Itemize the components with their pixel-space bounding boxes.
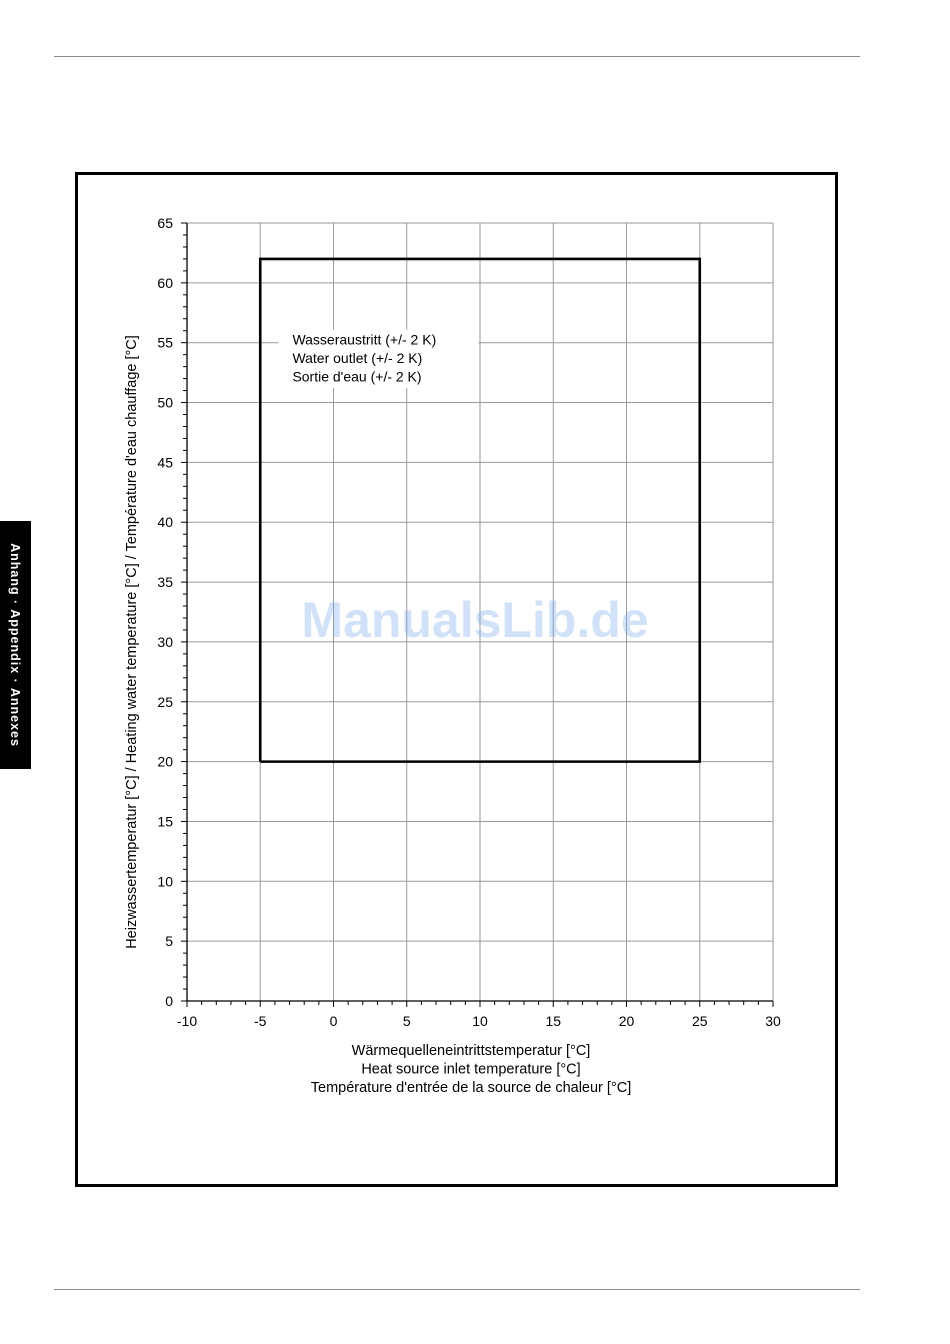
- section-side-tab-label: Anhang · Appendix · Annexes: [8, 543, 22, 747]
- y-tick-label: 15: [157, 813, 173, 830]
- y-tick-label: 55: [157, 334, 173, 351]
- y-tick-label: 25: [157, 693, 173, 710]
- x-tick-label: 30: [765, 1013, 781, 1029]
- x-axis-label: Température d'entrée de la source de chaleur [°C]: [310, 1080, 632, 1096]
- x-tick-label: 10: [472, 1013, 488, 1029]
- x-tick-label: 5: [402, 1013, 411, 1029]
- watermark: ManualsLib.de: [301, 592, 649, 648]
- y-tick-label: 10: [157, 873, 173, 890]
- y-tick-label: 20: [157, 753, 173, 770]
- y-tick-label: 65: [157, 215, 173, 231]
- y-tick-label: 5: [165, 933, 173, 950]
- annotation-text: Sortie d'eau (+/- 2 K): [292, 368, 422, 385]
- y-tick-label: 60: [157, 274, 173, 291]
- y-tick-label: 50: [157, 394, 173, 411]
- x-axis-label: Wärmequelleneintrittstemperatur [°C]: [351, 1043, 591, 1059]
- y-tick-label: 45: [157, 454, 173, 471]
- y-tick-label: 35: [157, 574, 173, 591]
- y-tick-label: 40: [157, 514, 173, 531]
- annotation-text: Water outlet (+/- 2 K): [292, 350, 423, 367]
- x-tick-label: 20: [618, 1013, 635, 1029]
- x-tick-label: 15: [545, 1013, 562, 1029]
- x-tick-label: -10: [176, 1013, 198, 1029]
- x-tick-label: -5: [254, 1013, 267, 1029]
- x-axis-label: Heat source inlet temperature [°C]: [361, 1061, 581, 1078]
- y-tick-label: 0: [165, 993, 173, 1009]
- x-tick-label: 25: [691, 1013, 708, 1029]
- x-tick-label: 0: [329, 1013, 338, 1029]
- y-axis-label: Heizwassertemperatur [°C] / Heating water temperature [°C] / Température d'eau chauffage [°C]: [124, 335, 140, 949]
- y-tick-label: 30: [157, 633, 173, 650]
- annotation-text: Wasseraustritt (+/- 2 K): [292, 331, 437, 348]
